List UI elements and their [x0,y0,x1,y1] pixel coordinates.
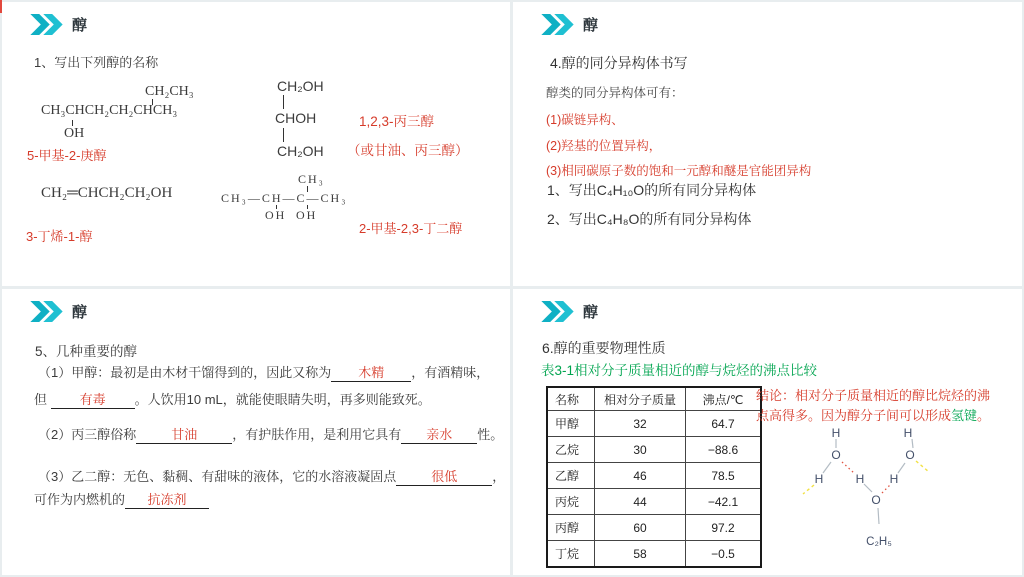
blank-answer: 有毒 [79,392,106,407]
structure-butanediol-oh2: OH [296,208,318,222]
structure-heptanol-branch: CH₂CH₃ [145,84,194,99]
table-cell: 58 [595,541,686,568]
slide-header [30,301,88,322]
o-atom-label: O [871,493,881,507]
slide-header [30,14,88,35]
slide-4-physical-properties[interactable] [513,289,1022,575]
blank-answer: 亲水 [426,427,453,442]
hydrogen-bond [842,462,854,473]
answer-heptanol-name: 5-甲基-2-庚醇 [27,148,107,163]
methanol-line-2 [34,389,431,409]
slide-3-important-alcohols[interactable] [2,289,510,575]
question-heading: 1、写出下列醇的名称 [34,55,159,70]
slide-header [541,14,599,35]
table-row [547,515,761,541]
table-cell: 甲醇 [547,411,595,437]
text-segment: 性。 [477,427,504,442]
structure-glycerol-row3: CH₂OH [277,143,324,159]
covalent-bond [823,462,831,473]
fill-blank [136,427,232,444]
h-atom-label: H [831,426,841,440]
slide-1-naming[interactable] [2,2,510,286]
methanol-line-1 [38,362,489,382]
table-header-row [547,387,761,411]
answer-butanediol-name: 2-甲基-2,3-丁二醇 [359,221,463,236]
text-segment: ，有护肤作用，是利用它具有 [232,427,402,442]
double-chevron-icon [541,301,574,322]
table-row [547,411,761,437]
glycol-line-1 [38,466,505,486]
blank-answer: 木精 [358,365,385,380]
table-cell: 78.5 [686,463,762,489]
table-cell: 32 [595,411,686,437]
hydrogen-bond-keyword: 氢键 [951,407,978,423]
continuation-bond [916,461,929,472]
text-segment: （1）甲醇：最初是由木材干馏得到的，因此又称为 [38,365,332,380]
table-cell: −88.6 [686,437,762,463]
slide-title: 醇 [583,17,600,34]
structure-heptanol-oh: OH [64,126,85,141]
table-row [547,437,761,463]
ethyl-group-label: C₂H₅ [866,536,892,548]
slide-title: 醇 [72,304,89,321]
structure-glycerol-row1: CH₂OH [277,78,324,94]
covalent-bond [864,484,872,492]
exercise-2: 2、写出C₄H₈O的所有同分异构体 [547,211,752,227]
text-segment: ，有酒精味， [411,365,490,380]
answer-glycerol-alias: （或甘油、丙三醇） [347,143,469,158]
table-cell: 丁烷 [547,541,595,568]
hydrogen-bond [882,485,890,493]
boiling-point-table [546,386,762,568]
table-row [547,463,761,489]
table-row [547,489,761,515]
intro-text: 醇类的同分异构体可有： [546,86,684,100]
table-cell: 乙烷 [547,437,595,463]
table-cell: 44 [595,489,686,515]
glycol-line-2 [34,489,209,509]
structure-butanediol-top: CH₃ [298,172,325,186]
fill-blank [125,492,209,509]
section-title: 4.醇的同分异构体书写 [550,55,688,71]
answer-glycerol-name: 1,2,3-丙三醇 [359,114,435,129]
table-cell: 丙醇 [547,515,595,541]
double-chevron-icon [30,14,63,35]
fill-blank [401,427,477,444]
text-segment: （3）乙二醇：无色、黏稠、有甜味的液体，它的水溶液凝固点 [38,469,397,484]
text-segment: ， [492,469,506,484]
text-segment: 。人饮用10 mL，就能使眼睛失明，再多则能致死。 [134,392,431,407]
h-atom-label: H [889,472,899,486]
answer-butenol-name: 3-丁烯-1-醇 [26,229,93,244]
isomer-item-3: (3)相同碳原子数的饱和一元醇和醚是官能团异构 [546,164,812,178]
table-cell: 64.7 [686,411,762,437]
table-caption: 表3-1相对分子质量相近的醇与烷烃的沸点比较 [541,363,818,378]
covalent-bond [898,463,905,473]
table-header-cell: 名称 [547,387,595,411]
slide-title: 醇 [583,304,600,321]
fill-blank [331,365,411,382]
structure-heptanol-main: CH₃CHCH₂CH₂CHCH₃ [41,103,178,118]
o-atom-label: O [905,448,915,462]
table-cell: 60 [595,515,686,541]
exercise-1: 1、写出C₄H₁₀O的所有同分异构体 [547,182,757,198]
text-segment: 可作为内燃机的 [34,492,126,507]
section-title: 6.醇的重要物理性质 [542,340,666,356]
isomer-item-1: (1)碳链异构、 [546,113,624,127]
o-atom-label: O [831,448,841,462]
table-cell: −0.5 [686,541,762,568]
blank-answer: 甘油 [171,427,198,442]
structure-butanediol-main: CH₃—CH—C—CH₃ [221,191,348,205]
h-atom-label: H [855,472,865,486]
text-segment: 但 [34,392,48,407]
section-title: 5、几种重要的醇 [35,344,138,359]
h-atom-label: H [903,426,913,440]
glycerol-line [38,424,503,444]
table-header-cell: 沸点/℃ [686,387,762,411]
structure-glycerol-row2: CHOH [275,110,317,126]
isomer-item-2: (2)羟基的位置异构， [546,139,662,153]
fill-blank [51,392,135,409]
double-chevron-icon [541,14,574,35]
blank-answer: 抗冻剂 [147,492,187,507]
table-header-cell: 相对分子质量 [595,387,686,411]
structure-butenol-main: CH₂═CHCH₂CH₂OH [41,185,173,201]
table-cell: 乙醇 [547,463,595,489]
continuation-bond [803,485,814,494]
conclusion-main: 结论：相对分子质量相近的醇比烷烃的沸点高得多。因为醇分子间可以形成 [756,388,991,423]
fill-blank [396,469,492,486]
slide-header [541,301,599,322]
table-cell: 丙烷 [547,489,595,515]
h-atom-label: H [814,472,824,486]
conclusion-period: 。 [977,407,991,423]
slide-title: 醇 [72,17,89,34]
slide-2-isomers[interactable] [513,2,1022,286]
structure-butanediol-oh1: OH [265,208,287,222]
text-segment: （2）丙三醇俗称 [38,427,137,442]
hydrogen-bond-diagram [791,417,961,557]
bond-line [283,128,284,142]
blank-answer: 很低 [431,469,458,484]
table-cell: 97.2 [686,515,762,541]
bond-line [283,95,284,109]
table-cell: 30 [595,437,686,463]
double-chevron-icon [30,301,63,322]
table-row [547,541,761,568]
covalent-bond [912,439,913,448]
table-cell: −42.1 [686,489,762,515]
covalent-bond [878,508,879,524]
table-cell: 46 [595,463,686,489]
